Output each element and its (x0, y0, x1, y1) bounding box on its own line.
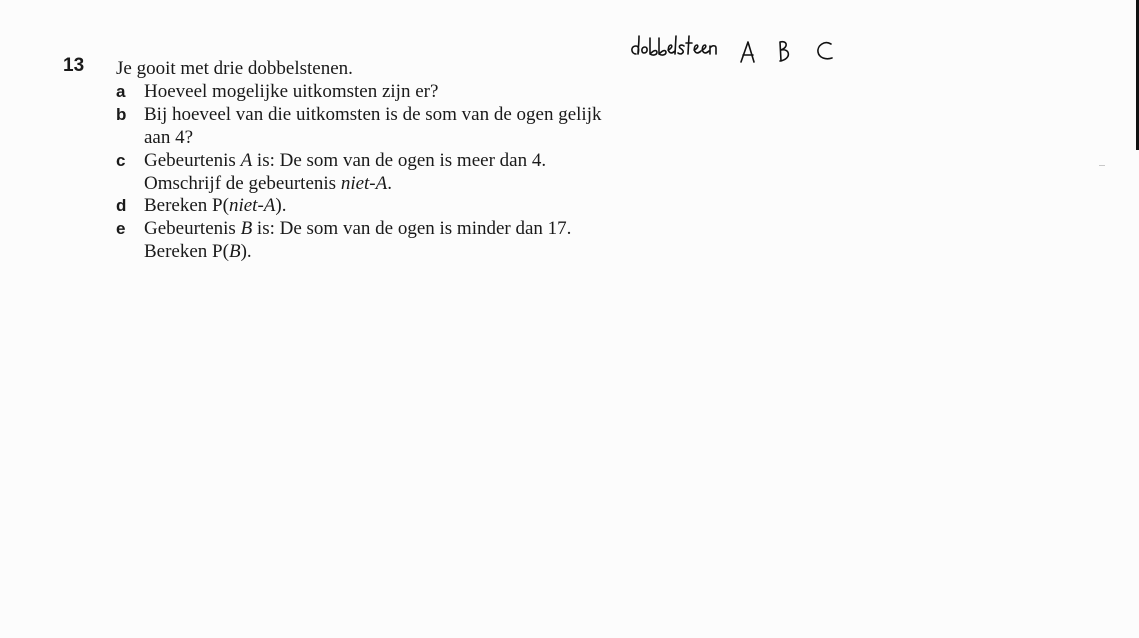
subquestion-text: Hoeveel mogelijke uitkomsten zijn er? (144, 81, 439, 102)
subquestion-letter: a (116, 82, 126, 101)
subquestion-text: Bij hoeveel van die uitkomsten is de som van de ogen gelijk (144, 104, 602, 125)
subquestion-letter: c (116, 151, 126, 170)
subquestion-letter: e (116, 219, 126, 238)
handwritten-label-c (818, 43, 832, 59)
subquestion-text: Gebeurtenis A is: De som van de ogen is meer dan 4. (144, 150, 547, 171)
subquestion-letter: d (116, 196, 127, 215)
subquestion-text: Bereken P(niet-A). (144, 195, 287, 216)
subquestion-text: Gebeurtenis B is: De som van de ogen is minder dan 17. (144, 218, 572, 239)
question-number: 13 (63, 55, 85, 76)
scan-mark (1099, 165, 1105, 166)
handwritten-label-a (741, 42, 754, 62)
question-intro: Je gooit met drie dobbelstenen. (116, 58, 353, 79)
handwritten-word-dobbelsteen (632, 36, 716, 55)
handwritten-annotation (628, 28, 848, 68)
handwritten-label-b (780, 42, 788, 61)
subquestion-letter: b (116, 105, 127, 124)
subquestion-text-continued: Omschrijf de gebeurtenis niet-A. (144, 172, 392, 194)
subquestion-text-continued: Bereken P(B). (144, 240, 252, 262)
subquestion-text-continued: aan 4? (144, 126, 194, 148)
